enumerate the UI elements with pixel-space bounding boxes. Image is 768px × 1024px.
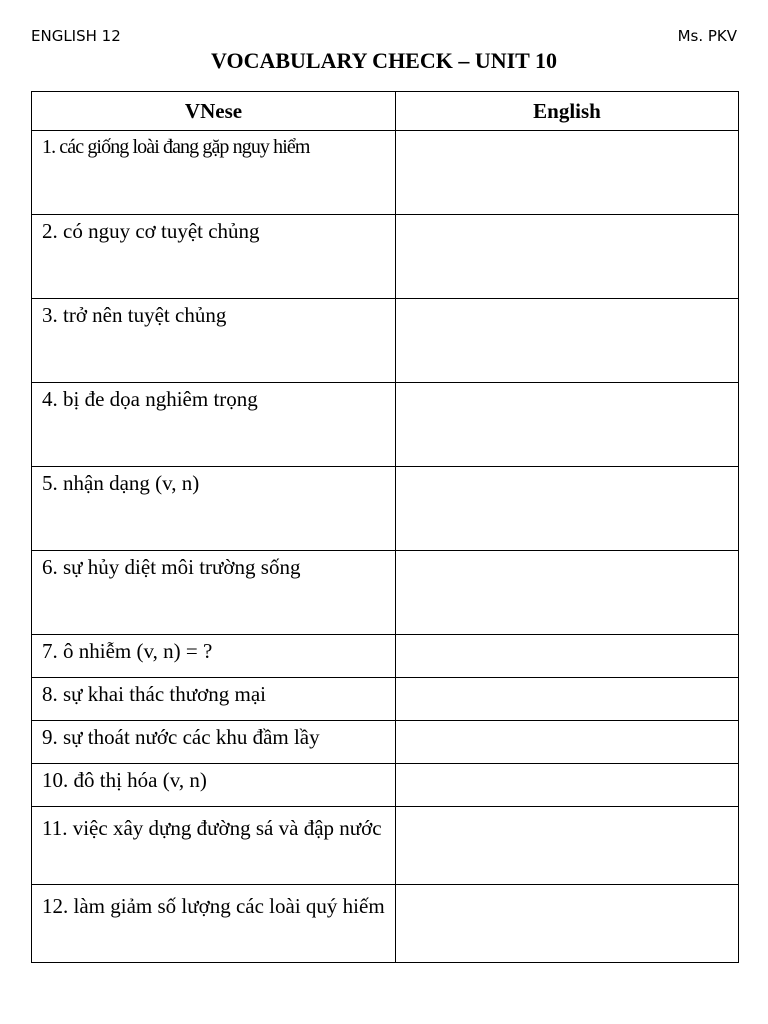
vnese-cell: 2. có nguy cơ tuyệt chủng xyxy=(32,215,396,299)
english-answer-cell[interactable] xyxy=(396,383,739,467)
table-header-row xyxy=(32,92,739,131)
header-teacher-label: Ms. PKV xyxy=(677,27,737,45)
vocabulary-table xyxy=(31,91,739,963)
english-answer-cell[interactable] xyxy=(396,807,739,885)
vnese-cell: 10. đô thị hóa (v, n) xyxy=(32,764,396,807)
english-answer-cell[interactable] xyxy=(396,635,739,678)
page-title: VOCABULARY CHECK – UNIT 10 xyxy=(211,48,557,73)
english-answer-cell[interactable] xyxy=(396,131,739,215)
table-row xyxy=(32,551,739,635)
english-answer-cell[interactable] xyxy=(396,551,739,635)
header-course-label: ENGLISH 12 xyxy=(31,27,121,45)
vnese-cell: 3. trở nên tuyệt chủng xyxy=(32,299,396,383)
table-row xyxy=(32,764,739,807)
english-answer-cell[interactable] xyxy=(396,885,739,963)
column-header-vnese: VNese xyxy=(32,92,396,131)
vnese-cell: 1. các giống loài đang gặp nguy hiểm xyxy=(32,131,396,215)
english-answer-cell[interactable] xyxy=(396,299,739,383)
table-row xyxy=(32,635,739,678)
vnese-cell: 12. làm giảm số lượng các loài quý hiếm xyxy=(32,885,396,963)
english-answer-cell[interactable] xyxy=(396,467,739,551)
vnese-cell: 5. nhận dạng (v, n) xyxy=(32,467,396,551)
english-answer-cell[interactable] xyxy=(396,678,739,721)
vnese-cell: 11. việc xây dựng đường sá và đập nước xyxy=(32,807,396,885)
table-row xyxy=(32,885,739,963)
vnese-cell: 8. sự khai thác thương mại xyxy=(32,678,396,721)
table-row xyxy=(32,721,739,764)
english-answer-cell[interactable] xyxy=(396,215,739,299)
table-row xyxy=(32,383,739,467)
table-row xyxy=(32,467,739,551)
vnese-cell: 6. sự hủy diệt môi trường sống xyxy=(32,551,396,635)
table-row xyxy=(32,299,739,383)
english-answer-cell[interactable] xyxy=(396,764,739,807)
table-row xyxy=(32,807,739,885)
vnese-cell: 7. ô nhiễm (v, n) = ? xyxy=(32,635,396,678)
table-row xyxy=(32,215,739,299)
column-header-english: English xyxy=(396,92,739,131)
vnese-cell: 9. sự thoát nước các khu đầm lầy xyxy=(32,721,396,764)
table-row xyxy=(32,131,739,215)
table-row xyxy=(32,678,739,721)
vnese-cell: 4. bị đe dọa nghiêm trọng xyxy=(32,383,396,467)
english-answer-cell[interactable] xyxy=(396,721,739,764)
